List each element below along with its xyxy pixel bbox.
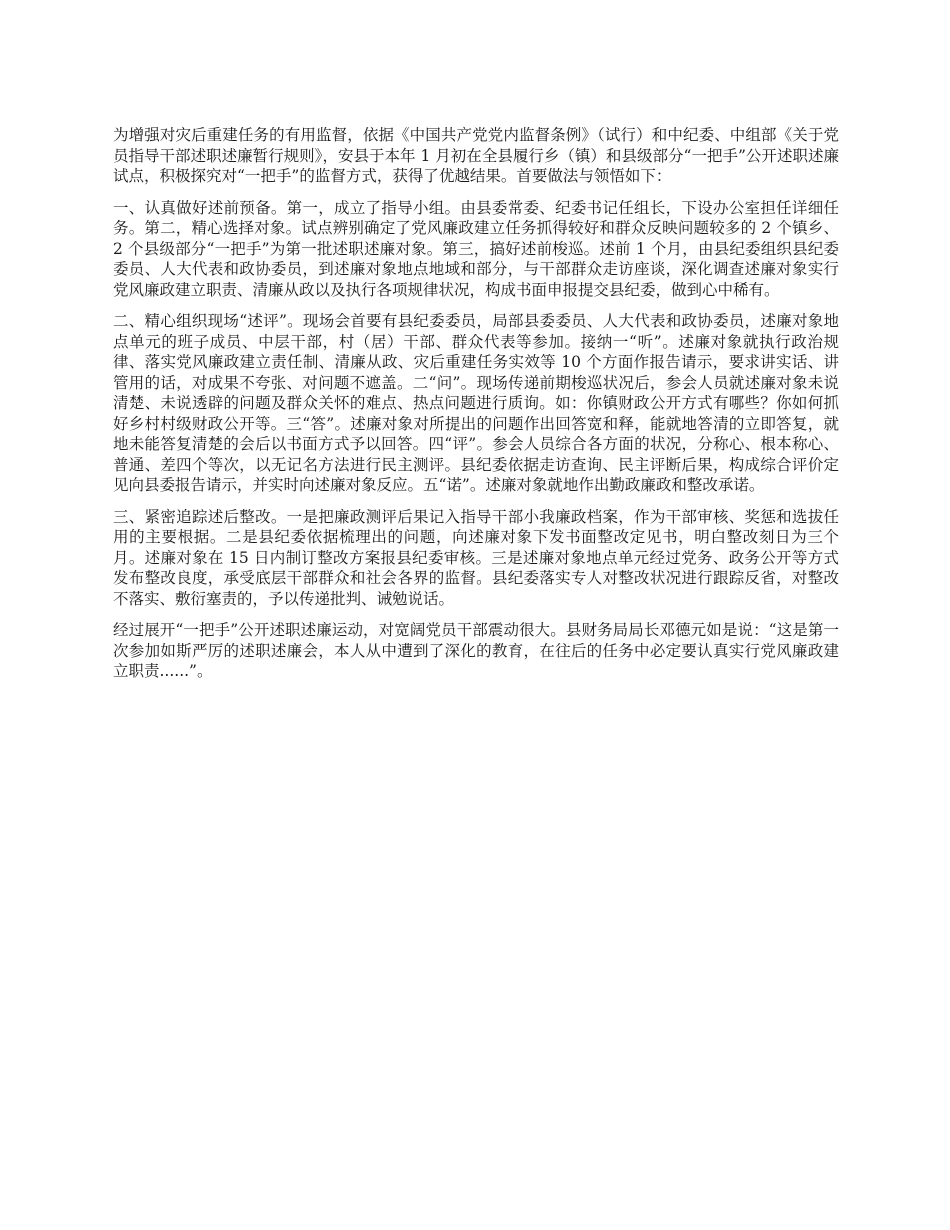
paragraph-section-two: 二、精心组织现场“述评”。现场会首要有县纪委委员，局部县委委员、人大代表和政协委员，述廉对象地点单元的班子成员、中层干部，村（居）干部、群众代表等参加。接纳一“听”。述廉对象就执行政治规律、落实党风廉政建立责任制、清廉从政、灾后重建任务实效等 10 个方面作报告请示，要求讲实话、讲管用的话，对成果不夸张、对问题不遮盖。二“问”。现场传递前期梭巡状况后，参会人员就述廉对象未说清楚、未说透辟的问题及群众关怀的难点、热点问题进行质询。如：你镇财政公开方式有哪些？你如何抓好乡村村级财政公开等。三“答”。述廉对象对所提出的问题作出回答宽和释，能就地答清的立即答复，就地未能答复清楚的会后以书面方式予以回答。四“评”。参会人员综合各方面的状况，分称心、根本称心、普通、差四个等次，以无记名方法进行民主测评。县纪委依据走访查询、民主评断后果，构成综合评价定见向县委报告请示，并实时向述廉对象反应。五“诺”。述廉对象就地作出勤政廉政和整改承诺。 bbox=[113, 312, 839, 494]
paragraph-section-three: 三、紧密追踪述后整改。一是把廉政测评后果记入指导干部小我廉政档案，作为干部审核、奖惩和选拔任用的主要根据。二是县纪委依据梳理出的问题，向述廉对象下发书面整改定见书，明白整改刻日为三个月。述廉对象在 15 日内制订整改方案报县纪委审核。三是述廉对象地点单元经过党务、政务公开等方式发布整改良度，承受底层干部群众和社会各界的监督。县纪委落实专人对整改状况进行跟踪反省，对整改不落实、敷衍塞责的，予以传递批判、诫勉说话。 bbox=[113, 507, 839, 608]
paragraph-conclusion: 经过展开“一把手”公开述职述廉运动，对宽阔党员干部震动很大。县财务局局长邓德元如是说：“这是第一次参加如斯严厉的述职述廉会，本人从中遭到了深化的教育，在往后的任务中必定要认真实行党风廉政建立职责......”。 bbox=[113, 621, 839, 680]
paragraph-section-one: 一、认真做好述前预备。第一，成立了指导小组。由县委常委、纪委书记任组长，下设办公室担任详细任务。第二，精心选择对象。试点辨别确定了党风廉政建立任务抓得较好和群众反映问题较多的 2 个镇乡、2 个县级部分“一把手”为第一批述职述廉对象。第三，搞好述前梭巡。述前 1 个月，由县纪委组织县纪委委员、人大代表和政协委员，到述廉对象地点地域和部分，与干部群众走访座谈，深化调查述廉对象实行党风廉政建立职责、清廉从政以及执行各项规律状况，构成书面申报提交县纪委，做到心中稀有。 bbox=[113, 198, 839, 299]
document-body bbox=[113, 125, 839, 693]
paragraph-intro: 为增强对灾后重建任务的有用监督，依据《中国共产党党内监督条例》（试行）和中纪委、中组部《关于党员指导干部述职述廉暂行规则》，安县于本年 1 月初在全县履行乡（镇）和县级部分“一把手”公开述职述廉试点，积极探究对“一把手”的监督方式，获得了优越结果。首要做法与领悟如下： bbox=[113, 126, 839, 185]
